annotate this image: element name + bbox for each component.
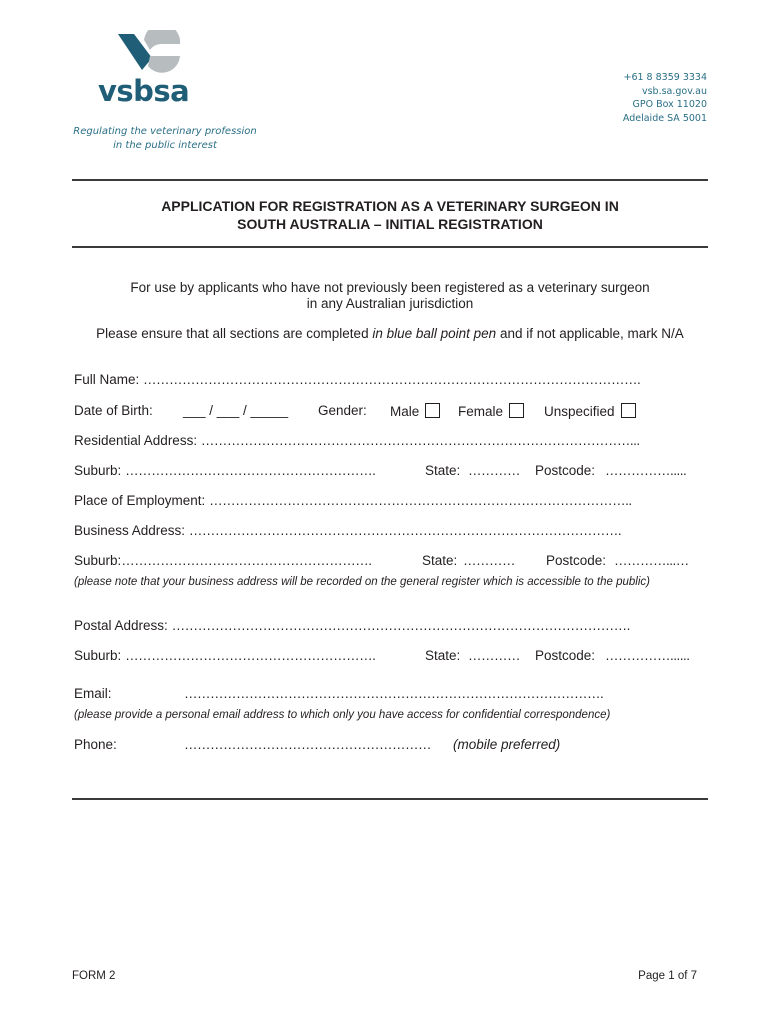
residential-suburb-row: Suburb: …………………………………………………. State: ………… Postcode: ……………..... <box>74 463 687 478</box>
business-suburb-row: Suburb:…………………………………………………. State: ………… Postcode: …………...… <box>74 553 689 568</box>
email-note: (please provide a personal email address to which only you have access for confidential correspondence) <box>74 709 611 721</box>
intro-text: For use by applicants who have not previously been registered as a veterinary surgeon in any Australian jurisdiction <box>130 280 650 311</box>
dob-gender-row: Date of Birth: ___ / ___ / _____ Gender: Male Female Unspecified <box>74 403 704 418</box>
contact-block <box>623 71 707 125</box>
phone-row: Phone: ………………………………………………… (mobile preferred) <box>74 737 561 752</box>
contact-city: Adelaide SA 5001 <box>622 112 707 124</box>
postal-state-input[interactable]: ………… <box>468 648 520 663</box>
unspecified-checkbox[interactable] <box>621 403 636 418</box>
page-number: Page 1 of 7 <box>638 970 697 982</box>
gender-male-option[interactable]: Male <box>390 403 440 419</box>
residential-state-input[interactable]: ………… <box>468 463 520 478</box>
title-divider <box>72 246 708 248</box>
phone-input[interactable]: ………………………………………………… <box>184 737 431 752</box>
postal-suburb-row: Suburb: …………………………………………………. State: ………… Postcode: ……………...... <box>74 648 690 663</box>
full-name-row[interactable]: Full Name: ……………………………………………………………………………………………………. <box>74 372 641 387</box>
email-input[interactable]: ……………………………………………………………………………………. <box>184 686 604 701</box>
business-address-row[interactable]: Business Address: ………………………………………………………………………………………. <box>74 523 622 538</box>
business-postcode-input[interactable]: …………...… <box>614 553 689 568</box>
contact-phone: +61 8 8359 3334 <box>623 72 707 83</box>
contact-website: vsb.sa.gov.au <box>641 85 707 97</box>
residential-suburb-input[interactable]: …………………………………………………. <box>125 463 376 478</box>
gender-unspecified-option[interactable]: Unspecified <box>544 403 636 419</box>
employment-row[interactable]: Place of Employment: …………………………………………………………………………………….. <box>74 493 632 508</box>
phone-hint: (mobile preferred) <box>453 737 561 752</box>
residential-postcode-input[interactable]: ……………..... <box>605 463 687 478</box>
postal-postcode-input[interactable]: ……………...... <box>605 648 690 663</box>
business-state-input[interactable]: ………… <box>463 553 515 568</box>
tagline: Regulating the veterinary profession in the public interest <box>73 126 257 151</box>
business-address-input[interactable]: ………………………………………………………………………………………. <box>188 523 622 538</box>
gender-female-option[interactable]: Female <box>458 403 524 419</box>
business-address-note: (please note that your business address will be recorded on the general register which is accessible to the public) <box>74 576 650 588</box>
instruction-note: Please ensure that all sections are completed in blue ball point pen and if not applicable, mark N/A <box>96 326 684 341</box>
logo-wordmark: vsbsa <box>98 74 190 108</box>
email-row: Email: ……………………………………………………………………………………. <box>74 686 604 701</box>
form-number: FORM 2 <box>72 970 116 982</box>
postal-address-row[interactable]: Postal Address: ……………………………………………………………………………………………. <box>74 618 630 633</box>
employment-input[interactable]: …………………………………………………………………………………….. <box>209 493 632 508</box>
contact-pobox: GPO Box 11020 <box>632 99 707 110</box>
postal-address-input[interactable]: ……………………………………………………………………………………………. <box>171 618 630 633</box>
bottom-divider <box>72 798 708 800</box>
dob-input[interactable]: ___ / ___ / _____ <box>183 403 289 418</box>
top-divider <box>72 179 708 181</box>
residential-address-row[interactable]: Residential Address: ………………………………………………………………………………………... <box>74 433 640 448</box>
page-title: APPLICATION FOR REGISTRATION AS A VETERINARY SURGEON IN SOUTH AUSTRALIA – INITIAL REGISTRATION <box>161 198 619 232</box>
male-checkbox[interactable] <box>425 403 440 418</box>
full-name-input[interactable]: ……………………………………………………………………………………………………. <box>143 372 641 387</box>
female-checkbox[interactable] <box>509 403 524 418</box>
residential-address-input[interactable]: ………………………………………………………………………………………... <box>200 433 640 448</box>
postal-suburb-input[interactable]: …………………………………………………. <box>125 648 376 663</box>
business-suburb-input[interactable]: …………………………………………………. <box>121 553 372 568</box>
